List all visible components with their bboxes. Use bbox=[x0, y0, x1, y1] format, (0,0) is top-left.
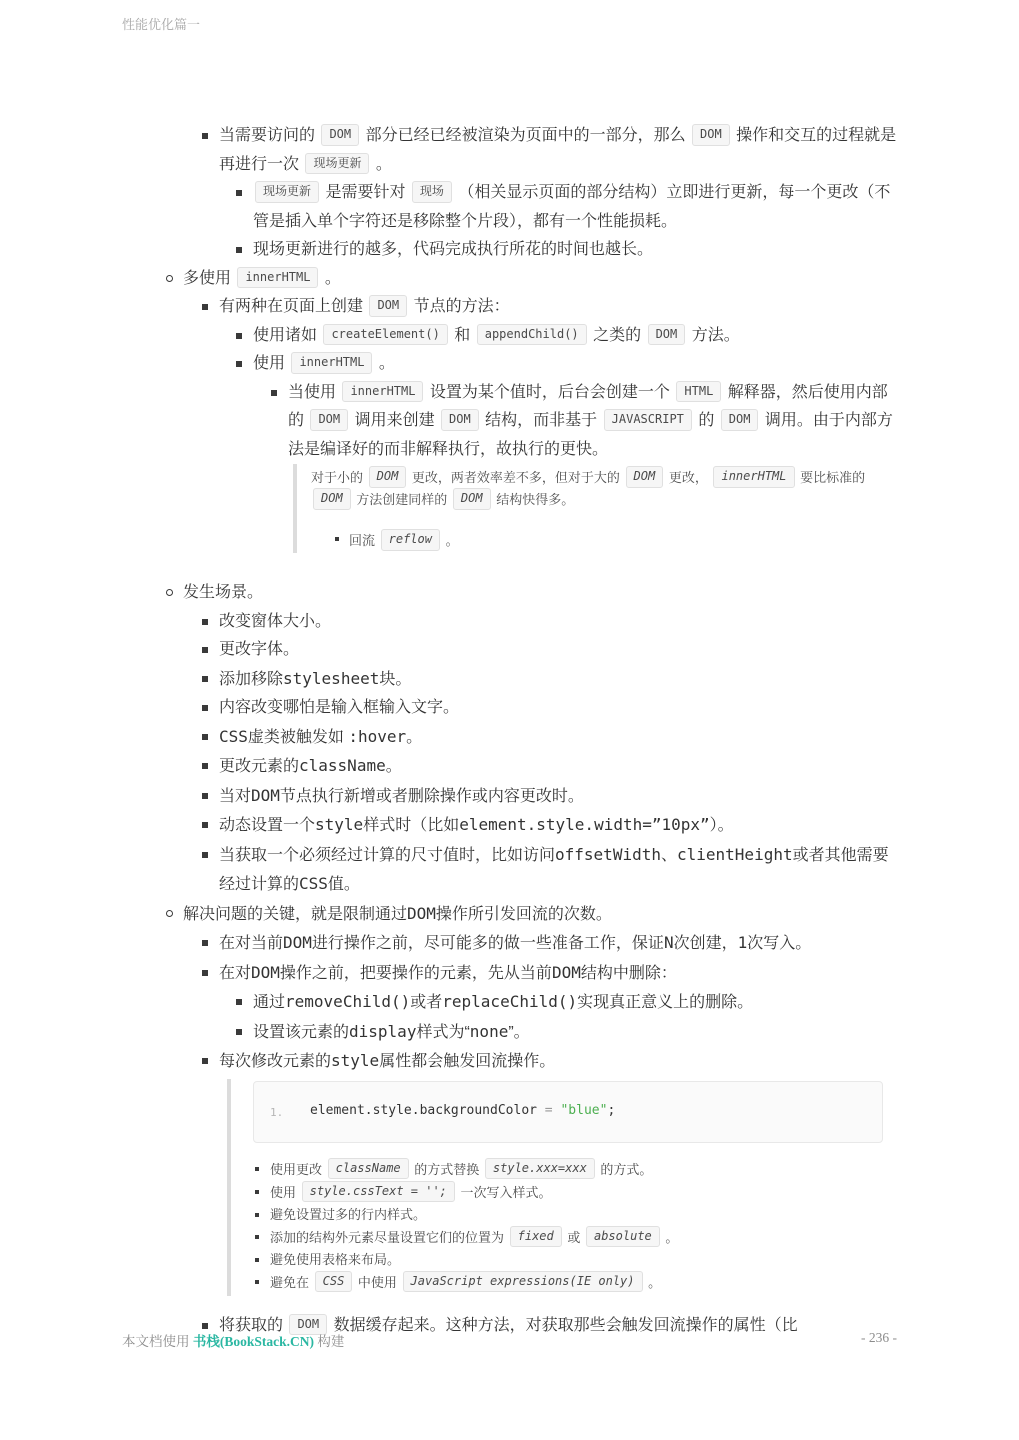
list-item bbox=[311, 529, 889, 551]
text-run: 数据缓存起来。这种方法，对获取那些会触发回流操作的属性（比 bbox=[329, 1316, 798, 1334]
text-run: 解决问题的关键，就是限制通过 bbox=[183, 905, 408, 923]
square-bullet-icon bbox=[202, 929, 219, 946]
text-run: 调用。由于内部方法是编译好的而非解释执行，故执行的更快。 bbox=[288, 412, 893, 458]
text-run: 调用来创建 bbox=[350, 412, 440, 429]
inline-code: DOM bbox=[551, 962, 581, 982]
list-item bbox=[0, 752, 1019, 782]
list-item-text bbox=[270, 1181, 1019, 1204]
text-run: 避免使用表格来布局。 bbox=[270, 1251, 401, 1267]
square-bullet-icon bbox=[202, 782, 219, 799]
list-item bbox=[0, 608, 1019, 637]
square-bullet-icon bbox=[335, 529, 349, 551]
square-bullet-icon bbox=[202, 122, 219, 139]
text-run: 是需要针对 bbox=[321, 184, 410, 201]
list-item bbox=[0, 694, 1019, 723]
inline-code: none bbox=[469, 1021, 509, 1041]
circle-bullet-icon bbox=[166, 579, 183, 596]
list-item bbox=[0, 236, 1019, 265]
list-item bbox=[0, 122, 1019, 179]
text-run: 多使用 bbox=[183, 269, 236, 287]
list-item-text bbox=[219, 293, 899, 322]
inline-code-badge: fixed bbox=[510, 1226, 562, 1248]
inline-code: clientHeight bbox=[677, 844, 793, 864]
page-footer bbox=[122, 1330, 897, 1350]
list-item bbox=[253, 1226, 1019, 1249]
text-run: 使用诸如 bbox=[253, 326, 322, 344]
footer-build-note bbox=[122, 1330, 344, 1350]
inline-code: className bbox=[299, 756, 386, 775]
blockquote bbox=[293, 464, 889, 553]
inline-code-badge: style.xxx=xxx bbox=[485, 1158, 595, 1180]
text-run: 节点执行新增或者删除操作或内容更改时。 bbox=[279, 787, 584, 805]
text-run: 的方式。 bbox=[596, 1161, 653, 1177]
text-run: 避免在 bbox=[270, 1274, 313, 1290]
text-run: 进行操作之前，尽可能多的做一些准备工作，保证 bbox=[311, 935, 664, 952]
list-item-text bbox=[288, 379, 899, 465]
list-item-text bbox=[270, 1249, 1019, 1271]
list-item bbox=[0, 782, 1019, 812]
list-item bbox=[0, 988, 1019, 1018]
circle-bullet-icon bbox=[166, 900, 183, 917]
inline-code: DOM bbox=[251, 785, 280, 805]
text-run: 属性都会触发回流操作。 bbox=[379, 1053, 556, 1070]
square-bullet-icon bbox=[253, 1158, 270, 1181]
text-run: 发生场景。 bbox=[183, 584, 264, 601]
text-run: 样式时（比如 bbox=[363, 817, 460, 834]
inline-code-badge: innerHTML bbox=[713, 466, 794, 488]
text-run: 。 bbox=[385, 758, 402, 775]
square-bullet-icon bbox=[236, 179, 253, 196]
square-bullet-icon bbox=[202, 811, 219, 828]
square-bullet-icon bbox=[202, 665, 219, 682]
text-run: 当获取一个必须经过计算的尺寸值时，比如访问 bbox=[219, 846, 556, 864]
text-run: 更改，两者效率差不多，但对于大的 bbox=[408, 470, 624, 485]
text-run: 内容改变哪怕是输入框输入文字。 bbox=[219, 699, 460, 716]
text-run: 。 bbox=[644, 1274, 662, 1290]
inline-code-badge: style.cssText = ''; bbox=[302, 1181, 455, 1203]
text-run: 。 bbox=[661, 1229, 679, 1245]
text-run: 更改字体。 bbox=[219, 641, 300, 658]
inline-code-badge: innerHTML bbox=[291, 352, 372, 374]
inline-code: CSS bbox=[299, 874, 328, 893]
list-item-text bbox=[253, 236, 899, 265]
text-run: 对于小的 bbox=[311, 470, 367, 485]
inline-code: DOM bbox=[407, 903, 436, 923]
text-run: 当需要访问的 bbox=[219, 127, 320, 144]
text-run: 样式为“ bbox=[416, 1023, 470, 1041]
list-item bbox=[0, 900, 1019, 930]
square-bullet-icon bbox=[202, 1047, 219, 1064]
text-run: 次创建， bbox=[673, 935, 738, 952]
sub-list bbox=[253, 1158, 1019, 1294]
text-run: 、 bbox=[660, 846, 677, 864]
inline-code-badge: absolute bbox=[586, 1226, 660, 1248]
text-run: 虚类被触发如 bbox=[247, 728, 349, 746]
list-item-text bbox=[219, 608, 899, 637]
inline-code-badge: 现场 bbox=[412, 181, 452, 203]
text-run: 。 bbox=[320, 269, 341, 287]
list-item bbox=[0, 1047, 1019, 1077]
list-item-text bbox=[253, 988, 899, 1018]
list-item bbox=[0, 636, 1019, 665]
list-item bbox=[253, 1181, 1019, 1204]
square-bullet-icon bbox=[202, 293, 219, 310]
list-item-text bbox=[253, 179, 899, 236]
inline-code-badge: DOM bbox=[441, 409, 479, 431]
text-run: 结构，而非基于 bbox=[480, 412, 602, 429]
inline-code: element.style.width=”10px” bbox=[459, 815, 710, 834]
list-item bbox=[0, 723, 1019, 753]
text-run: 结构中删除： bbox=[580, 964, 677, 982]
list-item-text bbox=[219, 636, 899, 665]
text-run: 改变窗体大小。 bbox=[219, 612, 332, 630]
text-run: 实现真正意义上的删除。 bbox=[577, 994, 754, 1011]
inline-code: DOM bbox=[251, 962, 280, 982]
square-bullet-icon bbox=[202, 636, 219, 653]
list-item bbox=[0, 811, 1019, 841]
text-run: 在对当前 bbox=[219, 935, 284, 952]
inline-code-badge: DOM bbox=[310, 409, 348, 431]
text-run: 方法创建同样的 bbox=[352, 492, 451, 507]
inline-code: N bbox=[663, 933, 674, 952]
square-bullet-icon bbox=[236, 988, 253, 1005]
list-item-text bbox=[253, 1018, 899, 1048]
inline-code: replaceChild() bbox=[442, 992, 578, 1011]
text-run: 的方式替换 bbox=[410, 1161, 483, 1177]
bookstack-link[interactable]: 书栈(BookStack.CN) bbox=[192, 1334, 315, 1349]
list-item-text bbox=[253, 350, 899, 379]
text-run: 操作之前，把要操作的元素，先从当前 bbox=[279, 964, 552, 982]
text-run: 使用 bbox=[270, 1184, 300, 1200]
inline-code-badge: DOM bbox=[453, 488, 491, 510]
text-run: （相关显示页面的部分结构）立即进行更新，每一个更改（不管是插入单个字符还是移除整个片段），都有一个性能损耗。 bbox=[253, 184, 891, 230]
inline-code-badge: appendChild() bbox=[477, 324, 587, 346]
square-bullet-icon bbox=[202, 694, 219, 711]
inline-code: DOM bbox=[283, 933, 312, 952]
list-item bbox=[0, 293, 1019, 322]
inline-code: :hover bbox=[348, 726, 407, 746]
footer-suffix: 构建 bbox=[314, 1334, 345, 1349]
inline-code-badge: innerHTML bbox=[342, 381, 423, 403]
inline-code-badge: className bbox=[328, 1158, 409, 1180]
list-item-text bbox=[219, 694, 899, 723]
text-run: 当使用 bbox=[288, 383, 341, 401]
text-run: 要比标准的 bbox=[796, 470, 866, 485]
list-item bbox=[0, 379, 1019, 465]
list-item-text bbox=[219, 665, 899, 695]
text-run: 现场更新进行的越多，代码完成执行所花的时间也越长。 bbox=[253, 241, 654, 258]
square-bullet-icon bbox=[236, 236, 253, 253]
text-run: 设置为某个值时，后台会创建一个 bbox=[425, 383, 675, 401]
text-run: 结构快得多。 bbox=[492, 492, 575, 507]
inline-code-badge: 现场更新 bbox=[255, 181, 319, 203]
code-line-number: 1. bbox=[270, 1105, 284, 1119]
list-item-text bbox=[219, 841, 899, 900]
text-run: 中使用 bbox=[354, 1274, 401, 1290]
list-item bbox=[0, 179, 1019, 236]
code-token: = bbox=[536, 1102, 561, 1118]
list-item bbox=[253, 1271, 1019, 1294]
list-item bbox=[0, 1018, 1019, 1048]
footer-prefix: 本文档使用 bbox=[122, 1334, 193, 1349]
square-bullet-icon bbox=[236, 1018, 253, 1035]
text-run: 将获取的 bbox=[219, 1316, 288, 1334]
list-item-text bbox=[183, 265, 899, 294]
inline-code-badge: 现场更新 bbox=[305, 153, 369, 175]
code-token: element.style.backgroundColor bbox=[310, 1102, 537, 1118]
inline-code-badge: JAVASCRIPT bbox=[604, 409, 692, 431]
page-header-title: 性能优化篇一 bbox=[122, 17, 201, 32]
inline-code: offsetWidth bbox=[555, 844, 661, 864]
list-item bbox=[0, 929, 1019, 959]
inline-code: style bbox=[331, 1051, 380, 1070]
list-item bbox=[0, 322, 1019, 351]
list-item bbox=[253, 1158, 1019, 1181]
text-run: 部分已经已经被渲染为页面中的一部分，那么 bbox=[361, 127, 691, 144]
text-run: 在对 bbox=[219, 964, 252, 982]
inline-code: style bbox=[315, 815, 364, 834]
list-item bbox=[0, 959, 1019, 989]
list-item bbox=[0, 665, 1019, 695]
inline-code: CSS bbox=[219, 726, 248, 746]
inline-code-badge: DOM bbox=[321, 124, 359, 146]
text-run: 。 bbox=[374, 355, 395, 372]
text-run: 。 bbox=[371, 155, 392, 173]
text-run: 或者其他需要经过计算的 bbox=[219, 846, 889, 893]
text-run: 更改元素的 bbox=[219, 758, 300, 775]
code-token: ; bbox=[607, 1102, 616, 1118]
text-run: 添加的结构外元素尽量设置它们的位置为 bbox=[270, 1229, 508, 1245]
text-run: ”。 bbox=[508, 1023, 530, 1041]
text-run: 通过 bbox=[253, 994, 286, 1011]
code-block bbox=[253, 1081, 883, 1143]
inline-code: 1 bbox=[737, 933, 748, 952]
inline-code: display bbox=[349, 1021, 417, 1041]
text-run: 使用 bbox=[253, 355, 290, 372]
text-run: 有两种在页面上创建 bbox=[219, 298, 368, 315]
list-item-text bbox=[219, 723, 899, 753]
inline-code-badge: HTML bbox=[676, 381, 721, 403]
list-item bbox=[253, 1204, 1019, 1226]
inline-code-badge: DOM bbox=[369, 295, 407, 317]
square-bullet-icon bbox=[253, 1181, 270, 1204]
text-run: 的 bbox=[693, 412, 719, 429]
text-run: 解释器，然后使用内部的 bbox=[288, 383, 888, 429]
text-run: 值。 bbox=[327, 876, 360, 893]
text-run: 和 bbox=[449, 326, 475, 344]
list-item bbox=[0, 579, 1019, 608]
text-run: 。 bbox=[441, 533, 459, 548]
square-bullet-icon bbox=[236, 350, 253, 367]
list-item-text bbox=[270, 1226, 1019, 1249]
list-item-text bbox=[349, 529, 889, 551]
list-item-text bbox=[219, 1047, 899, 1077]
inline-code: stylesheet bbox=[283, 668, 380, 688]
square-bullet-icon bbox=[202, 1312, 219, 1329]
list-item-text bbox=[183, 579, 899, 608]
list-item-text bbox=[183, 900, 899, 930]
text-run: 节点的方法： bbox=[409, 298, 510, 315]
square-bullet-icon bbox=[236, 322, 253, 339]
text-run: 之类的 bbox=[588, 326, 646, 344]
inline-code-badge: DOM bbox=[648, 324, 686, 346]
text-run: 或 bbox=[563, 1229, 584, 1245]
inline-code-badge: CSS bbox=[315, 1271, 353, 1293]
text-run: 次写入。 bbox=[747, 935, 812, 952]
list-item bbox=[0, 265, 1019, 294]
inline-code: removeChild() bbox=[285, 992, 411, 1011]
list-item bbox=[0, 350, 1019, 379]
square-bullet-icon bbox=[202, 841, 219, 858]
text-run: 当对 bbox=[219, 787, 252, 805]
code-token: "blue" bbox=[560, 1102, 608, 1118]
circle-bullet-icon bbox=[166, 265, 183, 282]
text-run: 更改， bbox=[665, 470, 712, 485]
square-bullet-icon bbox=[253, 1271, 270, 1294]
text-run: 或者 bbox=[410, 994, 443, 1011]
inline-code-badge: JavaScript expressions(IE only) bbox=[403, 1271, 643, 1293]
text-run: 一次写入样式。 bbox=[456, 1184, 552, 1200]
inline-code-badge: DOM bbox=[313, 488, 351, 510]
inline-code-badge: reflow bbox=[381, 529, 440, 551]
square-bullet-icon bbox=[253, 1249, 270, 1271]
square-bullet-icon bbox=[271, 379, 288, 396]
list-item-text bbox=[219, 782, 899, 812]
inline-code-badge: DOM bbox=[721, 409, 759, 431]
quote-paragraph bbox=[311, 466, 889, 510]
inline-code-badge: DOM bbox=[369, 466, 407, 488]
inline-code-badge: innerHTML bbox=[237, 267, 318, 289]
text-run: ）。 bbox=[709, 817, 734, 834]
square-bullet-icon bbox=[202, 752, 219, 769]
text-run: 使用更改 bbox=[270, 1161, 326, 1177]
inline-code-badge: createElement() bbox=[323, 324, 447, 346]
list-item-text bbox=[270, 1204, 1019, 1226]
code-line bbox=[310, 1102, 615, 1120]
document-body bbox=[0, 122, 1019, 1340]
list-item-text bbox=[219, 959, 899, 989]
square-bullet-icon bbox=[202, 959, 219, 976]
text-run: 设置该元素的 bbox=[253, 1023, 350, 1041]
text-run: 避免设置过多的行内样式。 bbox=[270, 1206, 427, 1222]
text-run: 操作和交互的过程就是再进行一次 bbox=[219, 127, 897, 173]
inline-code-badge: DOM bbox=[289, 1314, 327, 1336]
text-run: 每次修改元素的 bbox=[219, 1053, 332, 1070]
text-run: 块。 bbox=[379, 670, 412, 688]
list-item-text bbox=[219, 929, 899, 959]
square-bullet-icon bbox=[202, 608, 219, 625]
text-run: 。 bbox=[406, 728, 423, 746]
inline-code-badge: DOM bbox=[692, 124, 730, 146]
square-bullet-icon bbox=[253, 1204, 270, 1226]
text-run: 回流 bbox=[349, 533, 379, 548]
text-run: 添加移除 bbox=[219, 670, 284, 688]
square-bullet-icon bbox=[253, 1226, 270, 1249]
list-item-text bbox=[219, 122, 899, 179]
page-number: - 236 - bbox=[861, 1330, 897, 1345]
list-item-text bbox=[219, 752, 899, 782]
square-bullet-icon bbox=[202, 723, 219, 740]
text-run: 方法。 bbox=[687, 326, 740, 344]
inline-code-badge: DOM bbox=[626, 466, 664, 488]
list-item-text bbox=[270, 1271, 1019, 1294]
text-run: 操作所引发回流的次数。 bbox=[435, 905, 612, 923]
list-item-text bbox=[219, 811, 899, 841]
list-item bbox=[0, 841, 1019, 900]
list-item bbox=[253, 1249, 1019, 1271]
code-blockquote bbox=[227, 1079, 1019, 1296]
list-item-text bbox=[270, 1158, 1019, 1181]
list-item-text bbox=[253, 322, 899, 351]
text-run: 动态设置一个 bbox=[219, 817, 316, 834]
